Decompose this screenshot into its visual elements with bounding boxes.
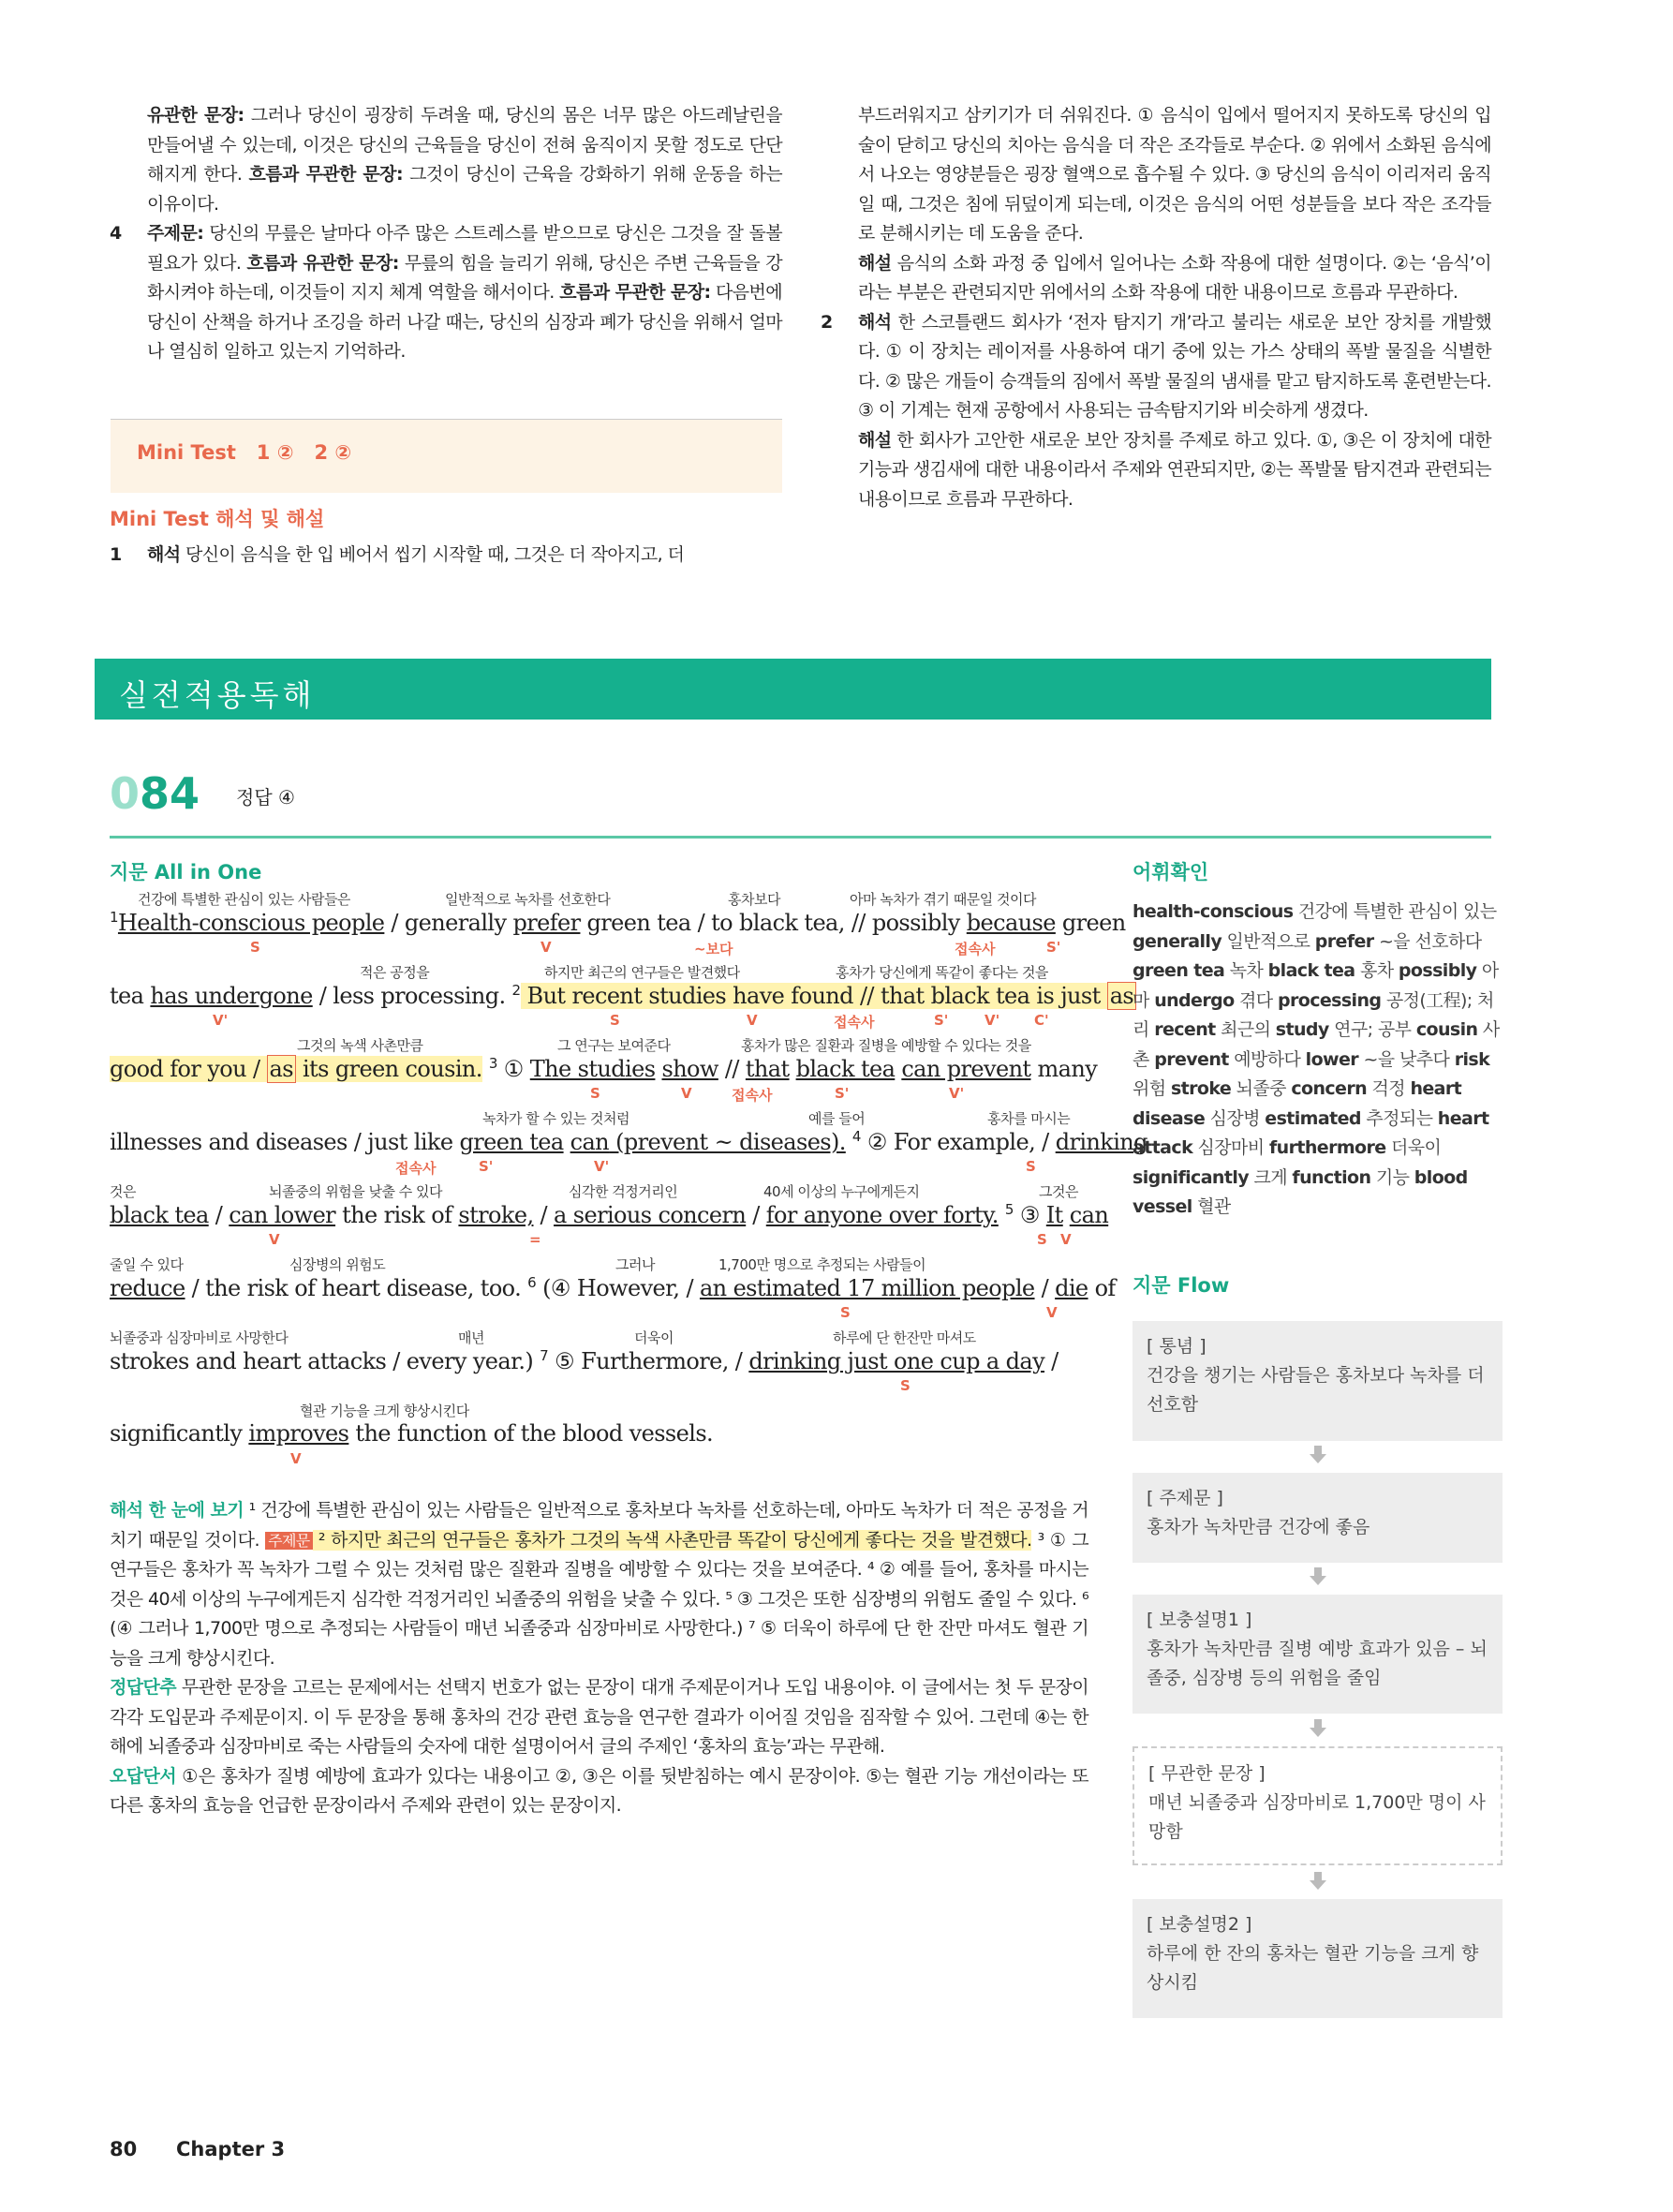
translation-text: ¹ 건강에 특별한 관심이 있는 사람들은 일반적으로 홍차보다 녹차를 선호하는데, 아마도 녹차가 더 적은 공정을 거치기 때문일 것이다. xyxy=(110,1500,1088,1551)
section-banner xyxy=(95,659,1491,720)
vocab-word: prevent xyxy=(1154,1048,1229,1070)
sentence-number: 2 xyxy=(511,982,521,999)
sentence-segment: green tea / to black tea, // possibly xyxy=(580,910,967,936)
vocab-word: green tea xyxy=(1133,960,1225,981)
sentence-segment: / generally xyxy=(384,910,513,936)
grammar-tag: = xyxy=(529,1231,541,1248)
vocab-meaning: 추정되는 xyxy=(1360,1107,1438,1129)
sentence-segment: many xyxy=(1030,1056,1098,1082)
sentence-segment: can lower xyxy=(229,1202,336,1228)
translation-block xyxy=(110,1496,1088,1821)
translation-text: ①은 홍차가 질병 예방에 효과가 있다는 내용이고 ②, ③은 이를 뒷받침하는 예시 문장이야. ⑤는 혈관 기능 개선이라는 또 다른 홍차의 효능을 언급한 문장이라서 주제와 관련이 있는 문장이지. xyxy=(110,1765,1088,1816)
sentence-segment: drinking xyxy=(1055,1129,1147,1155)
korean-gloss: 뇌졸중과 심장마비로 사망한다 xyxy=(110,1329,289,1346)
sentence-segment: its green cousin. xyxy=(295,1056,482,1082)
flow-label: [ 무관한 문장 ] xyxy=(1148,1763,1266,1784)
sentence-segment xyxy=(790,1056,796,1082)
sentence-segment: green tea xyxy=(459,1129,564,1155)
sentence-segment: ③ xyxy=(1013,1202,1046,1228)
grammar-tag: V xyxy=(747,1012,758,1029)
sentence-segment: / xyxy=(533,1202,555,1228)
grammar-tag: S' xyxy=(835,1085,850,1102)
english-sentence xyxy=(110,1420,1088,1447)
vocab-meaning: 심장마비 xyxy=(1192,1137,1270,1158)
grammar-tag: S' xyxy=(479,1158,494,1175)
vocab-meaning: 크게 xyxy=(1249,1166,1293,1188)
paragraph-relevant-sentence xyxy=(110,101,782,219)
sentence-segment: (prevent ~ diseases). xyxy=(609,1129,846,1155)
flow-text: 건강을 챙기는 사람들은 홍차보다 녹차를 더 선호함 xyxy=(1147,1365,1485,1415)
grammar-tag: V xyxy=(290,1450,302,1467)
paragraph-2 xyxy=(821,308,1491,426)
flow-box-1 xyxy=(1133,1321,1503,1441)
grammar-tag: 접속사 xyxy=(395,1160,437,1177)
korean-gloss: 그것은 xyxy=(1039,1183,1078,1200)
vocab-word: study xyxy=(1275,1019,1329,1040)
page-number: 80 xyxy=(110,2138,138,2160)
vocab-word: undergo xyxy=(1154,989,1235,1011)
chapter-label: Chapter 3 xyxy=(176,2138,286,2160)
banner-title: 실전적용독해 xyxy=(119,677,316,713)
grammar-tag: S' xyxy=(1046,939,1061,956)
korean-gloss: 심장병의 위험도 xyxy=(289,1256,386,1273)
korean-gloss: 홍차보다 xyxy=(728,891,780,908)
paragraph-4 xyxy=(110,219,782,367)
korean-gloss: 아마 녹차가 겪기 때문일 것이다 xyxy=(850,891,1036,908)
grammar-tag: S xyxy=(900,1377,911,1394)
sentence-segment: improves xyxy=(248,1420,349,1447)
sentence-segment: tea xyxy=(110,983,151,1009)
korean-gloss: 심각한 걱정거리인 xyxy=(569,1183,678,1200)
analysis-line xyxy=(110,1325,1088,1398)
translation-text: 무관한 문장을 고르는 문제에서는 선택지 번호가 없는 문장이 대개 주제문이거나 도입 내용이야. 이 글에서는 첫 두 문장이 각각 도입문과 주제문이지. 이 두 문장을 통해 홍차의 건강 관련 효능을 연구한 결과가 이어질 것임을 짐작할 수 있어. 그런데 ④는 한 해에 뇌졸중과 심장마비로 죽는 사람들의 숫자에 대한 설명이어서 글의 주제인 ‘홍차의 효능’과는 무관해. xyxy=(110,1677,1088,1757)
sentence-segment: a serious concern xyxy=(554,1202,747,1228)
korean-gloss: 뇌졸중의 위험을 낮출 수 있다 xyxy=(269,1183,442,1200)
vocab-word: function xyxy=(1292,1166,1371,1188)
vocab-word: processing xyxy=(1277,989,1382,1011)
korean-gloss: 녹차가 할 수 있는 것처럼 xyxy=(482,1110,629,1127)
section-label: 해설 xyxy=(858,252,892,274)
grammar-tag: S' xyxy=(934,1012,949,1029)
sentence-segment: / the risk of heart disease, too. xyxy=(185,1275,528,1301)
section-label: 흐름과 무관한 문장: xyxy=(559,282,711,303)
flow-box-2 xyxy=(1133,1473,1503,1563)
vocab-word: significantly xyxy=(1133,1166,1250,1188)
korean-gloss: 하지만 최근의 연구들은 발견했다 xyxy=(544,964,740,981)
flow-label: [ 보충설명1 ] xyxy=(1147,1610,1252,1630)
body-text: 당신이 음식을 한 입 베어서 씹기 시작할 때, 그것은 더 작아지고, 더 xyxy=(180,544,685,565)
sentence-segment xyxy=(1063,1202,1070,1228)
korean-gloss: 혈관 기능을 크게 향상시킨다 xyxy=(300,1403,469,1419)
top-right-column xyxy=(821,101,1491,514)
paragraph-1-explanation xyxy=(821,249,1491,308)
body-text: 다음번에 당신이 산책을 하거나 조깅을 하러 나갈 때는, 당신의 심장과 폐가 당신을 위해서 얼마나 열심히 일하고 있는지 기억하라. xyxy=(147,282,783,362)
sentence-segment: for anyone over forty. xyxy=(765,1202,999,1228)
mini-test-box xyxy=(111,419,782,493)
section-label: 흐름과 무관한 문장: xyxy=(248,164,403,185)
sentence-segment: Health-conscious people xyxy=(117,910,385,936)
sentence-segment: black tea xyxy=(795,1056,896,1082)
down-arrow-icon xyxy=(1309,1446,1327,1464)
item-number: 1 xyxy=(110,544,122,565)
vocab-meaning: 일반적으로 xyxy=(1221,930,1315,952)
vocab-meaning: 건강에 특별한 관심이 있는 xyxy=(1293,901,1497,922)
body-text: 무릎의 힘을 늘리기 위해, 당신은 주변 근육들을 강화시켜야 하는데, 이것들이 지지 체계 역할을 해서이다. xyxy=(147,252,783,303)
vocab-heading: 어휘확인 xyxy=(1133,861,1209,883)
grammar-tag: V xyxy=(540,939,552,956)
grammar-tag: V' xyxy=(985,1012,1000,1029)
section-label: 흐름과 유관한 문장: xyxy=(246,252,399,274)
analysis-line xyxy=(110,1106,1147,1179)
grammar-tag: S xyxy=(1026,1158,1036,1175)
vocab-word: possibly xyxy=(1398,960,1477,981)
translation-label: 정답단추 xyxy=(110,1677,177,1698)
flow-heading: 지문 Flow xyxy=(1133,1274,1230,1297)
vocab-word: cousin xyxy=(1415,1019,1478,1040)
translation-text: ³ ① 그 연구들은 홍차가 꼭 녹차가 그럴 수 있는 것처럼 많은 질환과 질병을 예방할 수 있다는 것을 보여준다. ⁴ ② 예를 들어, 홍차를 마시는 것은 40세 이상의 누구에게든지 심각한 걱정거리인 뇌졸중의 위험을 낮출 수 있다. ⁵ ③ 그것은 또한 심장병의 위험도 줄일 수 있다. ⁶ (④ 그러나 1,700만 명으로 추정되는 사람들이 매년 뇌졸중과 심장마비로 사망한다.) ⁷ ⑤ 더욱이 하루에 단 한 잔만 마셔도 혈관 기능을 크게 향상시킨다. xyxy=(110,1529,1088,1669)
korean-gloss: 매년 xyxy=(458,1329,484,1346)
question-number: 084 xyxy=(110,768,200,819)
section-label: 해석 xyxy=(858,311,892,333)
sentence-number: 6 xyxy=(527,1274,537,1291)
grammar-tag: V xyxy=(681,1085,692,1102)
grammar-tag: S xyxy=(1037,1231,1047,1248)
flow-text: 매년 뇌졸중과 심장마비로 1,700만 명이 사망함 xyxy=(1148,1792,1486,1842)
sentence-segment: an estimated 17 million people xyxy=(699,1275,1035,1301)
sentence-segment: good for you xyxy=(110,1056,246,1082)
vocab-meaning: 겪다 xyxy=(1234,989,1278,1011)
grammar-tag: V' xyxy=(213,1012,229,1029)
english-sentence xyxy=(110,982,1134,1009)
vocab-word: blood vessel xyxy=(1133,1166,1468,1217)
sentence-segment: can prevent xyxy=(901,1056,1031,1082)
sentence-segment: that xyxy=(745,1056,790,1082)
grammar-tag: 접속사 xyxy=(834,1014,875,1031)
korean-gloss: 하루에 단 한잔만 마셔도 xyxy=(833,1329,976,1346)
vocab-meaning: 위험 xyxy=(1133,1078,1171,1099)
vocab-meaning: 최근의 xyxy=(1215,1019,1276,1040)
vocab-word: furthermore xyxy=(1269,1137,1386,1158)
grammar-tag: V xyxy=(1060,1231,1072,1248)
english-sentence xyxy=(110,909,1126,936)
korean-gloss: 홍차가 많은 질환과 질병을 예방할 수 있다는 것을 xyxy=(741,1037,1031,1054)
flow-text: 홍차가 녹차만큼 질병 예방 효과가 있음 – 뇌졸중, 심장병 등의 위험을 줄임 xyxy=(1147,1639,1488,1688)
highlighted-sentence: ² 하지만 최근의 연구들은 홍차가 그것의 녹색 사촌만큼 똑같이 당신에게 좋다는 것을 발견했다. xyxy=(312,1529,1032,1551)
analysis-line xyxy=(110,886,1126,959)
vocab-word: heart disease xyxy=(1133,1078,1462,1129)
grammar-tag: S xyxy=(590,1085,600,1102)
sentence-segment: It xyxy=(1045,1202,1063,1228)
sentence-number: 7 xyxy=(540,1347,549,1364)
vocab-word: recent xyxy=(1154,1019,1216,1040)
vocab-meaning: 연구; 공부 xyxy=(1328,1019,1416,1040)
sentence-segment: the function of the blood vessels. xyxy=(348,1420,714,1447)
flow-box-3 xyxy=(1133,1595,1503,1714)
section-label: 해설 xyxy=(858,429,892,451)
answer-label: 정답 ④ xyxy=(236,786,295,809)
topic-badge: 주제문 xyxy=(265,1532,313,1550)
section-label: 주제문: xyxy=(147,223,204,244)
korean-gloss: 것은 xyxy=(110,1183,136,1200)
item-number: 2 xyxy=(821,311,833,333)
grammar-tag: 접속사 xyxy=(732,1087,773,1104)
vocab-word: prefer xyxy=(1314,930,1374,952)
translation-label: 오답단서 xyxy=(110,1765,177,1787)
english-sentence xyxy=(110,1347,1088,1374)
sentence-segment: reduce xyxy=(110,1275,185,1301)
vocab-word: lower xyxy=(1305,1048,1359,1070)
sentence-segment: ① xyxy=(496,1056,530,1082)
sentence-segment: / xyxy=(1034,1275,1056,1301)
sentence-segment: can xyxy=(570,1129,610,1155)
sentence-segment: show xyxy=(661,1056,718,1082)
korean-gloss: 줄일 수 있다 xyxy=(110,1256,184,1273)
grammar-tag: S xyxy=(840,1304,851,1321)
korean-gloss: 40세 이상의 누구에게든지 xyxy=(763,1183,920,1200)
english-sentence xyxy=(110,1201,1109,1228)
grammar-tag: V' xyxy=(594,1158,610,1175)
vocab-meaning: 기능 xyxy=(1370,1166,1414,1188)
sentence-segment: as xyxy=(1107,982,1136,1010)
body-text: 그것이 당신이 근육을 강화하기 위해 운동을 하는 이유이다. xyxy=(147,164,782,215)
sentence-segment: The studies xyxy=(529,1056,656,1082)
analysis-line xyxy=(110,1252,1116,1325)
sentence-analysis xyxy=(110,886,1147,1471)
vocab-meaning: 공정(工程); 처리 xyxy=(1133,989,1494,1040)
body-text: 음식의 소화 과정 중 입에서 일어나는 소화 작용에 대한 설명이다. ②는 ‘음식’이라는 부분은 관련되지만 위에서의 소화 작용에 대한 내용이므로 흐름과 무관하다. xyxy=(858,252,1491,303)
paragraph-1-continued xyxy=(821,101,1491,249)
vocab-word: risk xyxy=(1454,1048,1490,1070)
sentence-segment: black tea xyxy=(110,1202,209,1228)
korean-gloss: 1,700만 명으로 추정되는 사람들이 xyxy=(718,1256,926,1273)
grammar-tag: C' xyxy=(1034,1012,1049,1029)
vocab-word: estimated xyxy=(1265,1107,1361,1129)
english-sentence xyxy=(110,1274,1116,1301)
korean-gloss: 일반적으로 녹차를 선호한다 xyxy=(445,891,611,908)
section-label: 해석 xyxy=(147,544,181,565)
grammar-tag: V xyxy=(269,1231,280,1248)
sentence-segment: / xyxy=(208,1202,229,1228)
sentence-segment: prefer xyxy=(512,910,581,936)
vocab-meaning: ~을 선호하다 xyxy=(1373,930,1482,952)
grammar-tag: ~보다 xyxy=(694,941,733,958)
korean-gloss: 그러나 xyxy=(615,1256,655,1273)
flow-label: [ 주제문 ] xyxy=(1147,1488,1223,1508)
mini-test-heading: Mini Test 해석 및 해설 xyxy=(110,508,325,530)
vocab-meaning: 혈관 xyxy=(1192,1196,1231,1217)
sentence-segment: significantly xyxy=(110,1420,249,1447)
vocab-meaning: 홍차 xyxy=(1355,960,1399,981)
analysis-line xyxy=(110,1398,1088,1471)
sentence-segment: the risk of xyxy=(335,1202,459,1228)
korean-gloss: 예를 들어 xyxy=(808,1110,866,1127)
divider xyxy=(110,836,1491,839)
sentence-segment: green xyxy=(1055,910,1126,936)
sentence-segment: has undergone xyxy=(150,983,313,1009)
sentence-number: 1 xyxy=(110,909,118,926)
sentence-segment: (④ However, / xyxy=(536,1275,700,1301)
vocab-word: health-conscious xyxy=(1133,901,1294,922)
mini-test-item-1 xyxy=(110,541,782,571)
sentence-segment: ⑤ Furthermore, / xyxy=(548,1348,749,1374)
korean-gloss: 홍차를 마시는 xyxy=(987,1110,1071,1127)
analysis-line xyxy=(110,1032,1098,1106)
korean-gloss: 적은 공정을 xyxy=(360,964,430,981)
paragraph-2-explanation xyxy=(821,426,1491,515)
vocab-meaning: 뇌졸중 xyxy=(1231,1078,1292,1099)
grammar-tag: S xyxy=(250,939,260,956)
korean-gloss: 그 연구는 보여준다 xyxy=(557,1037,671,1054)
sentence-segment: strokes and heart attacks / every year.) xyxy=(110,1348,540,1374)
korean-gloss: 더욱이 xyxy=(634,1329,674,1346)
body-text: 그러나 당신이 굉장히 두려울 때, 당신의 몸은 너무 많은 아드레날린을 만들어낼 수 있는데, 이것은 당신의 근육들을 당신이 전혀 움직이지 못할 정도로 단단해지게 한다. xyxy=(147,105,782,185)
sentence-segment: But recent studies have found // that black tea is just xyxy=(520,983,1107,1009)
sentence-segment: / less processing. xyxy=(312,983,512,1009)
analysis-line xyxy=(110,1179,1109,1252)
sentence-segment: / xyxy=(746,1202,766,1228)
sentence-segment: ② For example, / xyxy=(860,1129,1056,1155)
sentence-segment: of xyxy=(1088,1275,1116,1301)
sentence-number: 4 xyxy=(851,1128,861,1145)
sentence-segment xyxy=(999,1202,1005,1228)
vocab-meaning: ~을 낮추다 xyxy=(1358,1048,1455,1070)
down-arrow-icon xyxy=(1309,1719,1327,1738)
korean-gloss: 그것의 녹색 사촌만큼 xyxy=(297,1037,423,1054)
mini-test-answers: Mini Test 1 ② 2 ② xyxy=(137,441,352,464)
vocab-meaning: 걱정 xyxy=(1367,1078,1411,1099)
down-arrow-icon xyxy=(1309,1567,1327,1586)
sentence-segment xyxy=(482,1056,489,1082)
sentence-segment: drinking just one cup a day xyxy=(748,1348,1045,1374)
sentence-number: 3 xyxy=(488,1055,497,1072)
sentence-number: 5 xyxy=(1004,1201,1014,1218)
analysis-line xyxy=(110,959,1134,1032)
sentence-segment: can xyxy=(1069,1202,1109,1228)
sentence-segment xyxy=(564,1129,570,1155)
vocab-meaning: 예방하다 xyxy=(1228,1048,1306,1070)
vocab-meaning: 사촌 xyxy=(1133,1019,1500,1070)
grammar-tag: V' xyxy=(949,1085,965,1102)
sentence-segment: / xyxy=(245,1056,267,1082)
sentence-segment: stroke, xyxy=(458,1202,534,1228)
sentence-segment: illnesses and diseases / just like xyxy=(110,1129,460,1155)
vocab-meaning: 녹차 xyxy=(1224,960,1268,981)
vocab-meaning: 심장병 xyxy=(1205,1107,1266,1129)
korean-gloss: 홍차가 당신에게 똑같이 좋다는 것을 xyxy=(836,964,1048,981)
body-text: 한 회사가 고안한 새로운 보안 장치를 주제로 하고 있다. ①, ③은 이 장치에 대한 기능과 생김새에 대한 내용이라서 주제와 연관되지만, ②는 폭발물 탐지견과 관련되는 내용이므로 흐름과 무관하다. xyxy=(858,429,1491,510)
flow-label: [ 통념 ] xyxy=(1147,1336,1207,1357)
flow-text: 하루에 한 잔의 홍차는 혈관 기능을 크게 향상시킴 xyxy=(1147,1943,1479,1993)
vocab-meaning: 아마 xyxy=(1133,960,1499,1011)
sentence-segment: / xyxy=(1044,1348,1059,1374)
grammar-tag: 접속사 xyxy=(955,941,996,958)
grammar-tag: V xyxy=(1046,1304,1058,1321)
vocab-word: concern xyxy=(1291,1078,1368,1099)
english-sentence xyxy=(110,1128,1147,1155)
flow-box-4 xyxy=(1133,1746,1503,1865)
sentence-segment: // xyxy=(718,1056,746,1082)
flow-label: [ 보충설명2 ] xyxy=(1147,1914,1252,1935)
grammar-tag: S xyxy=(610,1012,620,1029)
vocab-word: black tea xyxy=(1267,960,1355,981)
vocab-list xyxy=(1133,898,1503,1223)
section-label: 유관한 문장: xyxy=(147,105,244,126)
translation-label: 해석 한 눈에 보기 xyxy=(110,1500,244,1521)
body-text: 당신의 무릎은 날마다 아주 많은 스트레스를 받으므로 당신은 그것을 잘 돌볼 필요가 있다. xyxy=(147,223,782,274)
down-arrow-icon xyxy=(1309,1872,1327,1891)
section-heading-all-in-one: 지문 All in One xyxy=(110,861,262,883)
top-left-column xyxy=(110,101,782,367)
korean-gloss: 건강에 특별한 관심이 있는 사람들은 xyxy=(138,891,350,908)
vocab-word: generally xyxy=(1133,930,1222,952)
vocab-word: heart attack xyxy=(1133,1107,1489,1158)
vocab-word: stroke xyxy=(1170,1078,1232,1099)
english-sentence xyxy=(110,1055,1098,1082)
sentence-segment: die xyxy=(1055,1275,1088,1301)
item-number: 4 xyxy=(110,223,122,244)
sentence-segment xyxy=(846,1129,852,1155)
body-text: 부드러워지고 삼키기가 더 쉬워진다. ① 음식이 입에서 떨어지지 못하도록 당신의 입술이 닫히고 당신의 치아는 음식을 더 작은 조각들로 부순다. ② 위에서 소화된 음식에서 나오는 영양분들은 굉장 혈액으로 흡수될 수 있다. ③ 당신의 음식이 이리저리 움직일 때, 그것은 침에 뒤덮이게 되는데, 이것은 음식의 어떤 성분들을 보다 작은 조각들로 분해시키는 데 도움을 준다. xyxy=(858,105,1491,244)
flow-box-5 xyxy=(1133,1899,1503,2018)
body-text: 한 스코틀랜드 회사가 ‘전자 탐지기 개’라고 불리는 새로운 보안 장치를 개발했다. ① 이 장치는 레이저를 사용하여 대기 중에 있는 가스 상태의 폭발 물질을 식별한다. ② 많은 개들이 승객들의 짐에서 폭발 물질의 냄새를 맡고 탐지하도록 훈련받는다. ③ 이 기계는 현재 공항에서 사용되는 금속탐지기와 비슷하게 생겼다. xyxy=(858,311,1491,421)
sentence-segment: as xyxy=(267,1055,296,1083)
sentence-segment: because xyxy=(966,910,1056,936)
flow-text: 홍차가 녹차만큼 건강에 좋음 xyxy=(1147,1517,1370,1537)
vocab-meaning: 더욱이 xyxy=(1385,1137,1442,1158)
